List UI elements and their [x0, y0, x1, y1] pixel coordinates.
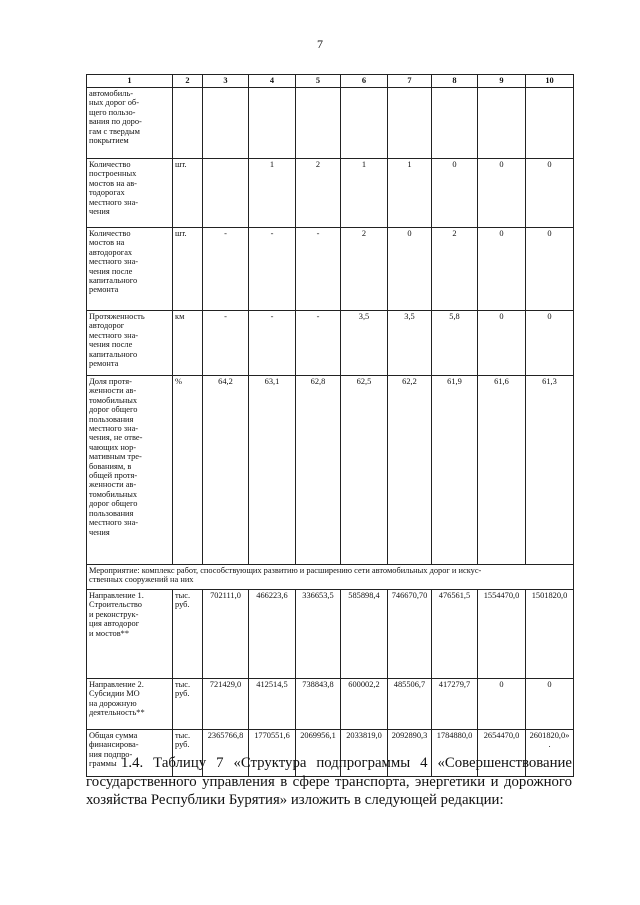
value-cell: 5,8 [432, 311, 478, 376]
value-cell [249, 88, 296, 159]
value-cell [203, 88, 249, 159]
column-header: 1 [87, 75, 173, 88]
column-header: 10 [526, 75, 574, 88]
page-number: 7 [317, 37, 323, 51]
value-cell [478, 88, 526, 159]
column-header: 3 [203, 75, 249, 88]
table-row [87, 311, 574, 376]
table-row [87, 88, 574, 159]
value-cell: 738843,8 [296, 679, 341, 730]
value-cell [388, 88, 432, 159]
row-name-cell: Доля протя- женности ав- томобильных дорог общего пользования местного зна- чения, не отве- чающих нор- мативным тре- бованиям, в общей протя- женности ав- томобильных дорог общего пользования местного зна- чения [87, 376, 173, 565]
table-row [87, 590, 574, 679]
value-cell: 64,2 [203, 376, 249, 565]
value-cell: 746670,70 [388, 590, 432, 679]
column-header: 8 [432, 75, 478, 88]
value-cell [432, 88, 478, 159]
value-cell: 0 [478, 159, 526, 228]
row-name-cell: Общая сумма финансирова- ния подпро- граммы [87, 730, 173, 777]
row-name-cell: Направление 2. Субсидии МО на дорожную деятельность** [87, 679, 173, 730]
row-name-cell: автомобиль- ных дорог об- щего пользо- вания по доро- гам с твердым покрытием [87, 88, 173, 159]
value-cell [203, 159, 249, 228]
unit-cell: тыс. руб. [173, 679, 203, 730]
value-cell [296, 88, 341, 159]
value-cell: 336653,5 [296, 590, 341, 679]
column-header: 6 [341, 75, 388, 88]
value-cell: 0 [478, 228, 526, 311]
unit-cell: шт. [173, 228, 203, 311]
value-cell: 702111,0 [203, 590, 249, 679]
unit-cell: км [173, 311, 203, 376]
value-cell: 2033819,0 [341, 730, 388, 777]
value-cell: 61,9 [432, 376, 478, 565]
table-row [87, 228, 574, 311]
value-cell: 0 [526, 159, 574, 228]
value-cell: - [203, 228, 249, 311]
value-cell: 2601820,0» . [526, 730, 574, 777]
value-cell: 61,3 [526, 376, 574, 565]
column-header: 5 [296, 75, 341, 88]
value-cell [526, 88, 574, 159]
value-cell: 0 [526, 228, 574, 311]
value-cell: 1 [341, 159, 388, 228]
value-cell: - [249, 228, 296, 311]
value-cell: 0 [388, 228, 432, 311]
value-cell: 3,5 [341, 311, 388, 376]
value-cell: 476561,5 [432, 590, 478, 679]
unit-cell: тыс. руб. [173, 590, 203, 679]
value-cell: 1 [388, 159, 432, 228]
row-name-cell: Количество мостов на автодорогах местного зна- чения после капитального ремонта [87, 228, 173, 311]
value-cell: 0 [478, 311, 526, 376]
value-cell: 0 [478, 679, 526, 730]
value-cell: 2654470,0 [478, 730, 526, 777]
value-cell: 466223,6 [249, 590, 296, 679]
table-row [87, 376, 574, 565]
value-cell [341, 88, 388, 159]
value-cell: 62,5 [341, 376, 388, 565]
row-name-cell: Направление 1. Строительство и реконструк- ция автодорог и мостов** [87, 590, 173, 679]
row-name-cell: Количество построенных мостов на ав- тодорогах местного зна- чения [87, 159, 173, 228]
column-header: 4 [249, 75, 296, 88]
value-cell: 412514,5 [249, 679, 296, 730]
value-cell: - [296, 228, 341, 311]
unit-cell [173, 88, 203, 159]
value-cell: 3,5 [388, 311, 432, 376]
value-cell: - [296, 311, 341, 376]
value-cell: 62,2 [388, 376, 432, 565]
value-cell: 61,6 [478, 376, 526, 565]
value-cell: 2 [341, 228, 388, 311]
table-header-row [87, 75, 574, 88]
value-cell: 1554470,0 [478, 590, 526, 679]
measure-text: Мероприятие: комплекс работ, способствующих развитию и расширению сети автомобильных дорог и искус- ственных сооружений на них [87, 565, 574, 590]
value-cell: 1 [249, 159, 296, 228]
measure-row [87, 565, 574, 590]
value-cell: 485506,7 [388, 679, 432, 730]
table-row [87, 159, 574, 228]
value-cell: 2365766,8 [203, 730, 249, 777]
column-header: 2 [173, 75, 203, 88]
indicators-table [86, 74, 574, 777]
value-cell: - [249, 311, 296, 376]
value-cell: 2092890,3 [388, 730, 432, 777]
value-cell: 62,8 [296, 376, 341, 565]
amendment-paragraph: 1.4. Таблицу 7 «Структура подпрограммы 4 «Совершенствование государственного управления в сфере транспорта, энергетики и дорожного хозяйства Республики Бурятия» изложить в следующей редакции: [86, 755, 572, 809]
value-cell: 0 [432, 159, 478, 228]
value-cell: - [203, 311, 249, 376]
value-cell: 1501820,0 [526, 590, 574, 679]
value-cell: 2 [296, 159, 341, 228]
value-cell: 0 [526, 679, 574, 730]
value-cell: 63,1 [249, 376, 296, 565]
table-row [87, 679, 574, 730]
value-cell: 0 [526, 311, 574, 376]
value-cell: 417279,7 [432, 679, 478, 730]
value-cell: 2069956,1 [296, 730, 341, 777]
value-cell: 1770551,6 [249, 730, 296, 777]
value-cell: 585898,4 [341, 590, 388, 679]
value-cell: 1784880,0 [432, 730, 478, 777]
value-cell: 600002,2 [341, 679, 388, 730]
column-header: 7 [388, 75, 432, 88]
value-cell: 721429,0 [203, 679, 249, 730]
value-cell: 2 [432, 228, 478, 311]
row-name-cell: Протяженность автодорог местного зна- чения после капитального ремонта [87, 311, 173, 376]
column-header: 9 [478, 75, 526, 88]
unit-cell: тыс. руб. [173, 730, 203, 777]
unit-cell: шт. [173, 159, 203, 228]
unit-cell: % [173, 376, 203, 565]
